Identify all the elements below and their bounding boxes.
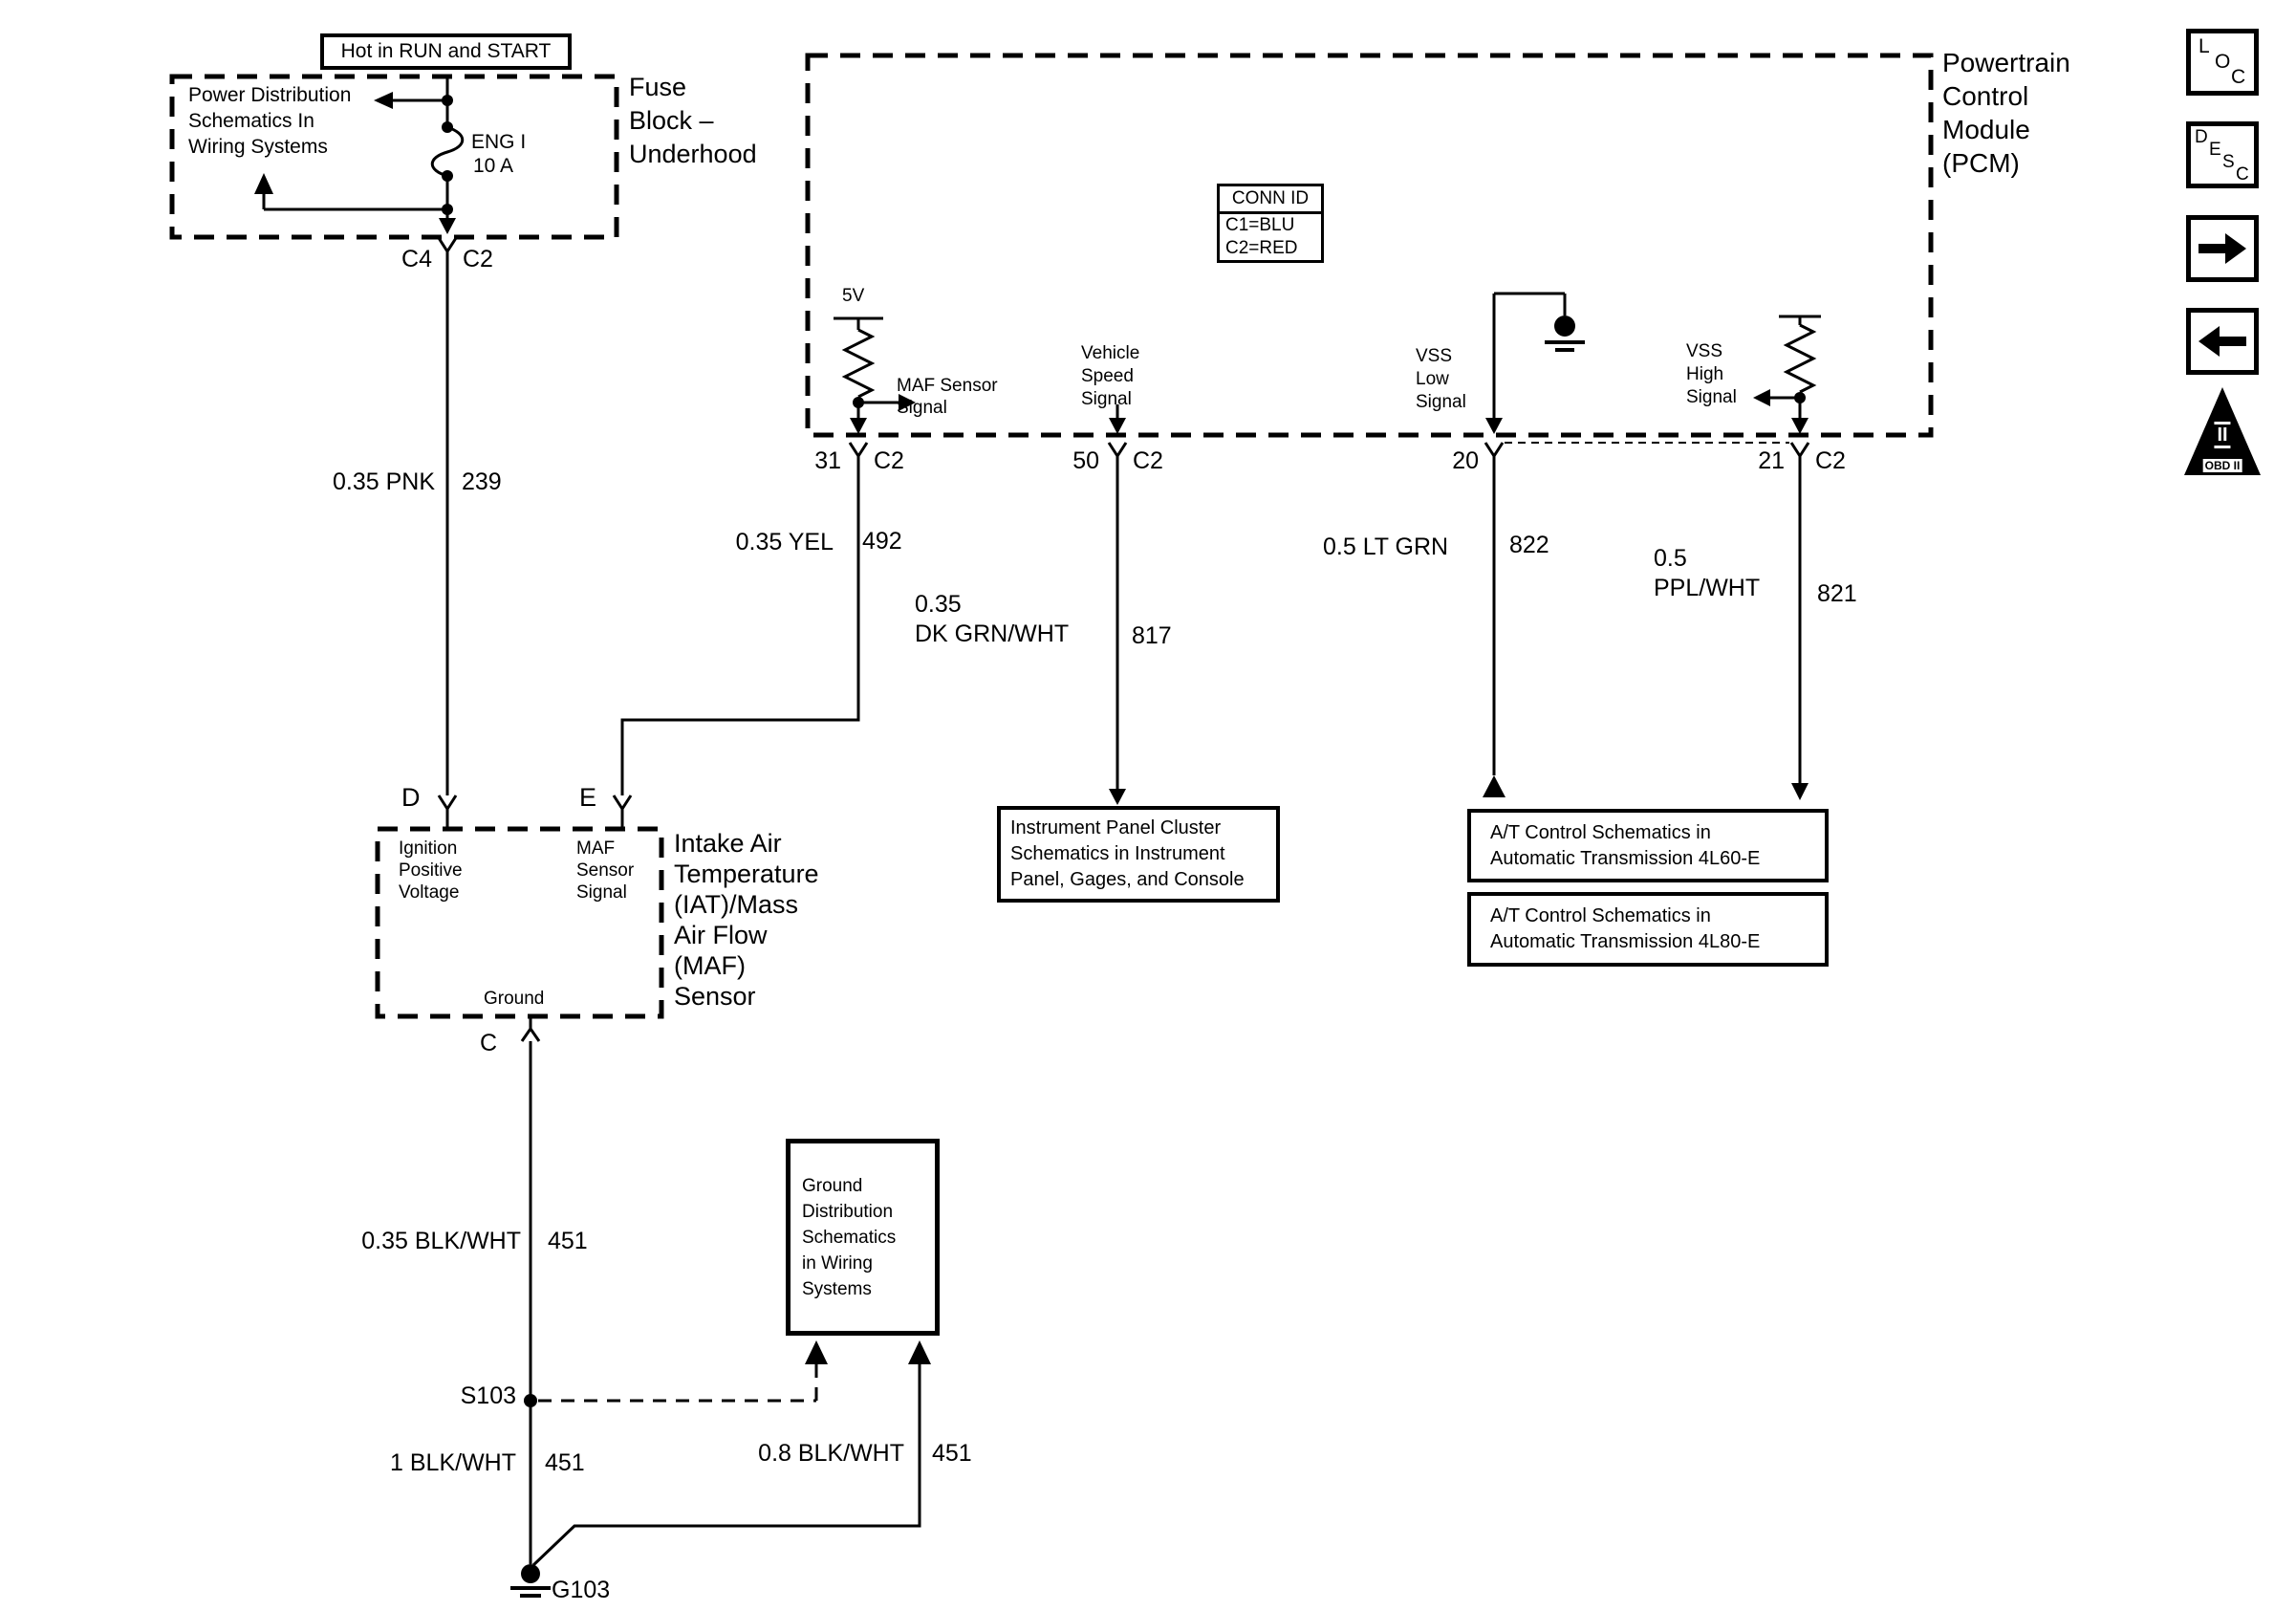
wire-yel [622,470,858,795]
maf-signal-label: MAF Sensor Signal [897,376,998,418]
wire-ppl-circuit: 821 [1817,580,1857,607]
conn-id-table [1217,184,1324,263]
arrow-up-wiring-systems [254,173,273,194]
hot-label: Hot in RUN and START [340,40,552,62]
wire-ppl-label: 0.5 PPL/WHT [1654,545,1761,601]
at-4l80e-reference-box [1467,892,1829,967]
wire-pnk-circuit: 239 [462,468,502,495]
arrow-down-t21 [1791,418,1809,434]
arrow-down-t31 [850,418,867,434]
terminal-50 [1109,443,1126,470]
terminal-e [614,795,631,829]
arrow-down-fuse-out [439,218,456,234]
wire-blk1-label: 1 BLK/WHT [390,1449,516,1476]
terminal-c4c2 [439,238,456,266]
obd-label: OBD II [2204,459,2241,472]
obd-ii-button[interactable] [2184,387,2261,475]
wire-pnk-label: 0.35 PNK [332,468,435,495]
ref-5v-label: 5V [842,286,865,306]
fuse-rating-label: 10 A [473,155,514,177]
vss-low-label: VSS Low Signal [1416,346,1466,412]
resistor-icon [845,330,872,397]
sensor-ground-label: Ground [484,989,545,1009]
pcm-label: Powertrain Control Module (PCM) [1942,48,2070,178]
conn-id-header: CONN ID [1220,186,1321,214]
ground-g103-label: G103 [552,1577,611,1603]
sensor-terminal-c-label: C [480,1030,498,1056]
sensor-ignition-label: Ignition Positive Voltage [399,838,463,903]
wire-blk035-label: 0.35 BLK/WHT [361,1228,521,1254]
arrow-up-gnd-dist-right [908,1340,931,1364]
loc-letter-c: C [2231,66,2246,88]
conn-id-row-c2: C2=RED [1225,238,1298,258]
arrow-down-t50 [1109,418,1126,434]
wire-blk1-circuit: 451 [545,1449,585,1476]
arrow-left-power-dist [374,92,393,109]
desc-letter-c: C [2236,164,2249,185]
arrow-up-gnd-dist-left [805,1340,828,1364]
ground-dist-reference-box [786,1139,940,1336]
vss-high-wires [1753,316,1821,800]
loc-letter-o: O [2215,51,2231,73]
obd-numeral: II [2214,422,2230,448]
terminal-31-label: 31 [814,447,841,474]
left-arrow-icon [2191,313,2254,370]
loc-letter-l: L [2199,35,2210,57]
hot-in-run-start-box [320,33,572,70]
arrow-left-vss-high [1753,389,1770,406]
dashed-wire-to-gnd-dist [538,1364,816,1401]
wire-blk08-circuit: 451 [932,1440,972,1467]
terminal-31-conn-label: C2 [874,447,904,474]
power-dist-label: Power Distribution Schematics In Wiring Systems [188,84,352,158]
wire-ltgrn-label: 0.5 LT GRN [1323,533,1449,560]
veh-speed-wires [1109,404,1126,805]
conn-c4-label: C4 [401,246,432,272]
terminal-50-label: 50 [1072,447,1099,474]
wire-yel-circuit: 492 [862,528,902,555]
arrow-down-t20 [1485,418,1503,434]
right-arrow-icon [2191,220,2254,277]
ipc-reference-text: Instrument Panel Cluster Schematics in Instrument Panel, Gages, and Console [1010,817,1245,890]
fuse-circuit-wires [254,76,463,829]
arrow-down-at-box [1791,783,1809,800]
desc-button[interactable] [2186,121,2259,188]
terminal-d [439,795,456,829]
prev-button[interactable] [2186,308,2259,375]
splice-s103-label: S103 [460,1382,516,1409]
resistor-icon-vss [1787,325,1813,392]
conn-id-row-c1: C1=BLU [1225,215,1295,235]
terminal-c [522,1016,539,1041]
wire-blk035-circuit: 451 [548,1228,588,1254]
vss-high-label: VSS High Signal [1686,341,1737,407]
arrow-up-at-box [1483,775,1505,797]
next-button[interactable] [2186,215,2259,282]
wire-dkgrn-circuit: 817 [1132,622,1172,649]
sensor-name-label: Intake Air Temperature (IAT)/Mass Air Flow (MAF) Sensor [674,829,819,1011]
pcm-ground-icon [1545,316,1585,350]
wire-yel-label: 0.35 YEL [735,529,834,555]
wire-blk08-label: 0.8 BLK/WHT [758,1440,904,1467]
sensor-terminal-d-label: D [401,783,421,812]
fuse-name-label: ENG I [471,131,527,153]
terminal-50-conn-label: C2 [1133,447,1163,474]
fuse-symbol [432,127,463,176]
terminal-21-label: 21 [1758,447,1785,474]
terminal-20-label: 20 [1452,447,1479,474]
wire-ltgrn-circuit: 822 [1509,532,1549,558]
sensor-terminal-e-label: E [579,783,597,812]
terminal-21-conn-label: C2 [1815,447,1846,474]
conn-c2-label: C2 [463,246,493,272]
loc-button[interactable] [2186,29,2259,96]
terminal-31 [850,443,867,470]
maf-pullup [614,318,916,829]
ground-dist-reference-text: Ground Distribution Schematics in Wiring Systems [802,1175,897,1299]
g103-ground-icon [510,1564,551,1596]
wire-dkgrn-label: 0.35 DK GRN/WHT [915,591,1070,647]
arrow-down-ipc [1109,789,1126,805]
terminal-20 [1485,443,1503,470]
at-4l60e-reference-text: A/T Control Schematics in Automatic Transmission 4L60-E [1490,821,1761,869]
terminal-21 [1791,443,1809,470]
splice-dot-s103 [524,1394,537,1407]
veh-speed-label: Vehicle Speed Signal [1081,343,1140,409]
at-4l60e-reference-box [1467,809,1829,882]
fuse-block-label: Fuse Block – Underhood [629,73,757,168]
ipc-reference-box [997,806,1280,903]
sensor-maf-label: MAF Sensor Signal [576,838,635,903]
desc-letter-e: E [2209,140,2221,160]
desc-letter-s: S [2222,152,2235,172]
at-4l80e-reference-text: A/T Control Schematics in Automatic Transmission 4L80-E [1490,905,1761,952]
desc-letter-d: D [2195,127,2208,147]
